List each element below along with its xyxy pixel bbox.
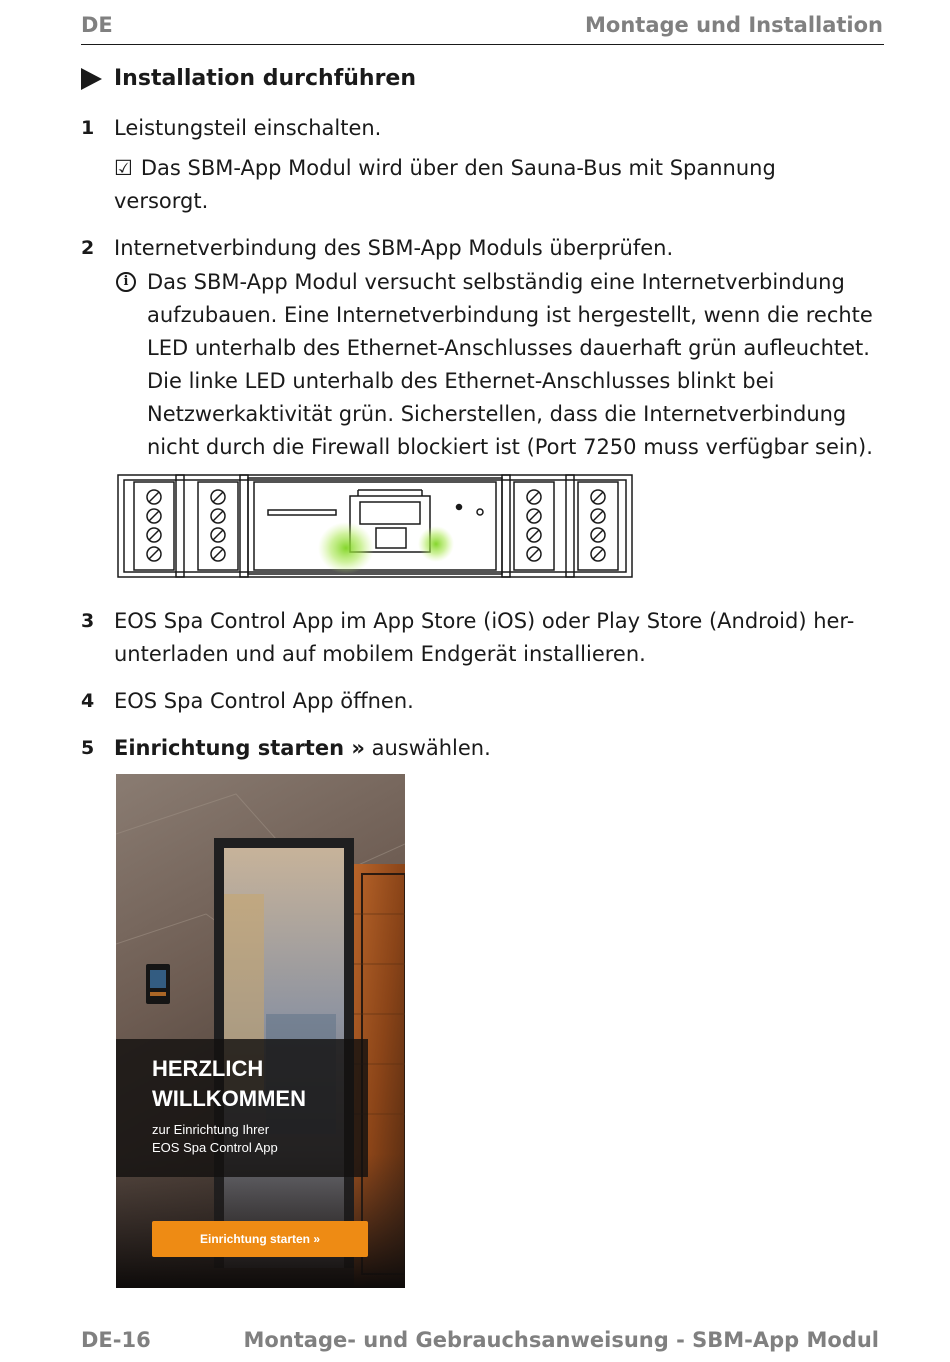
step-number: 4 xyxy=(81,690,95,712)
arrow-right-icon xyxy=(81,68,102,90)
header-section-title: Montage und Installation xyxy=(585,13,883,37)
header-divider xyxy=(81,44,884,45)
step-result-line: versorgt. xyxy=(114,189,209,213)
info-line: nicht durch die Firewall blockiert ist (Port 7250 muss verfügbar sein). xyxy=(147,435,873,459)
footer-page-number: DE-16 xyxy=(81,1328,151,1352)
step-text-rest: auswählen. xyxy=(364,736,491,760)
start-setup-button[interactable]: Einrichtung starten » xyxy=(152,1221,368,1257)
step-text: Internetverbindung des SBM-App Moduls überprüfen. xyxy=(114,236,674,260)
welcome-title-line: WILLKOMMEN xyxy=(152,1086,306,1111)
step-number: 5 xyxy=(81,737,95,759)
step-text xyxy=(114,605,894,671)
step-number: 2 xyxy=(81,237,95,259)
step-number: 1 xyxy=(81,117,95,139)
info-line: Netzwerkaktivität grün. Sicherstellen, dass die Internetverbindung xyxy=(147,402,847,426)
info-line: aufzubauen. Eine Internetverbindung ist hergestellt, wenn die rechte xyxy=(147,303,873,327)
led-right-glow xyxy=(418,526,454,562)
header-language: DE xyxy=(81,13,113,37)
welcome-title-line: HERZLICH xyxy=(152,1056,264,1081)
info-note xyxy=(114,266,904,464)
step-text-bold: Einrichtung starten » xyxy=(114,736,365,760)
app-welcome-screenshot xyxy=(116,774,405,1288)
step-result xyxy=(114,152,894,218)
procedure-title-text: Installation durchführen xyxy=(114,66,417,91)
welcome-subtitle-line: zur Einrichtung Ihrer xyxy=(152,1122,270,1137)
footer-document-title: Montage- und Gebrauchsanweisung - SBM-App Modul xyxy=(243,1328,879,1352)
info-line: LED unterhalb des Ethernet-Anschlusses dauerhaft grün aufleuchtet. xyxy=(147,336,870,360)
step-text xyxy=(114,732,894,765)
step-result-line: Das SBM-App Modul wird über den Sauna-Bus mit Spannung xyxy=(140,156,776,180)
welcome-subtitle-line: EOS Spa Control App xyxy=(152,1140,278,1155)
led-left-glow xyxy=(318,522,374,574)
info-line: Die linke LED unterhalb des Ethernet-Anschlusses blinkt bei xyxy=(147,369,775,393)
sauna-background-image xyxy=(116,774,405,1288)
step-text-line: EOS Spa Control App im App Store (iOS) oder Play Store (Android) her- xyxy=(114,609,855,633)
step-text-line: unterladen und auf mobilem Endgerät installieren. xyxy=(114,642,646,666)
step-number: 3 xyxy=(81,610,95,632)
procedure-title xyxy=(81,66,416,91)
step-text: EOS Spa Control App öffnen. xyxy=(114,689,414,713)
info-line: Das SBM-App Modul versucht selbständig eine Internetverbindung xyxy=(147,270,845,294)
checkbox-checked-icon: ☑ xyxy=(114,156,133,180)
info-icon: i xyxy=(116,272,136,292)
welcome-subtitle xyxy=(152,1121,278,1157)
sbm-module-illustration xyxy=(114,472,636,584)
welcome-title xyxy=(152,1054,306,1114)
step-text: Leistungsteil einschalten. xyxy=(114,116,382,140)
